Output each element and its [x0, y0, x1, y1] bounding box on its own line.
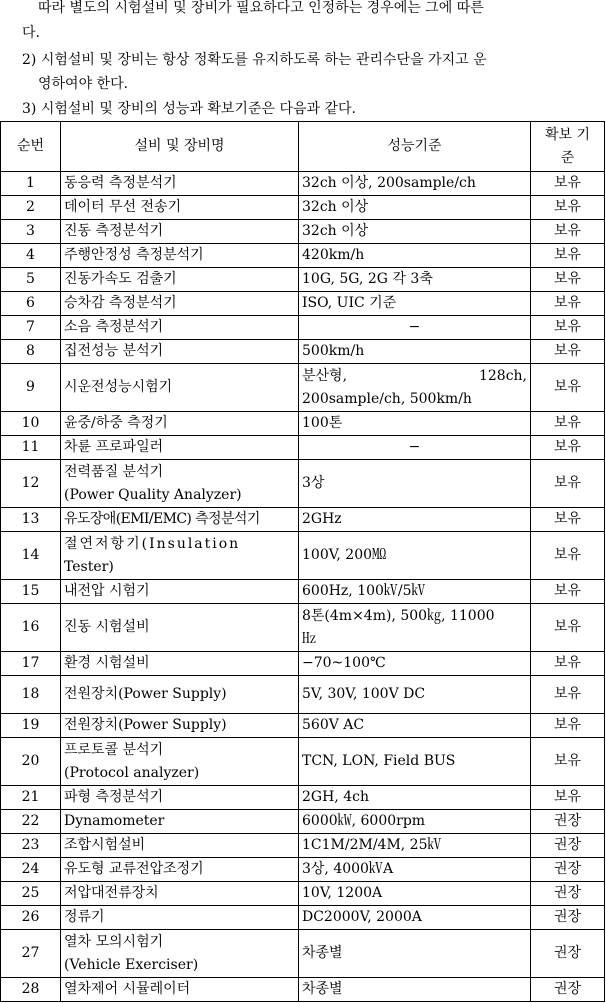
table-row: 26 정류기 DC2000V, 2000A 권장 [1, 906, 605, 930]
intro-line-1: 따라 별도의 시험설비 및 장비가 필요하다고 인정하는 경우에는 그에 따른 [38, 0, 484, 16]
table-row: 7 소음 측정분석기 − 보유 [1, 316, 605, 340]
table-row: 5 진동가속도 검출기 10G, 5G, 2G 각 3축 보유 [1, 268, 605, 292]
intro-line-1-cont: 다. [22, 25, 40, 41]
header-status: 확보 기 준 [531, 122, 605, 172]
table-row: 20 프로토콜 분석기 (Protocol analyzer) TCN, LON, Field BUS 보유 [1, 738, 605, 786]
table-row: 16 진동 시험설비 8톤(4m×4m), 500㎏, 11000 ㎐ 보유 [1, 604, 605, 652]
table-row: 27 열차 모의시험기 (Vehicle Exerciser) 차종별 권장 [1, 930, 605, 978]
table-row: 22 Dynamometer 6000㎾, 6000rpm 권장 [1, 810, 605, 834]
table-row: 15 내전압 시험기 600Hz, 100㎸/5㎸ 보유 [1, 580, 605, 604]
table-row: 19 전원장치(Power Supply) 560V AC 보유 [1, 714, 605, 738]
table-row: 13 유도장애(EMI/EMC) 측정분석기 2GHz 보유 [1, 508, 605, 532]
table-row: 24 유도형 교류전압조정기 3상, 4000㎸A 권장 [1, 858, 605, 882]
table-row: 11 차륜 프로파일러 − 보유 [1, 436, 605, 460]
table-row: 21 파형 측정분석기 2GH, 4ch 보유 [1, 786, 605, 810]
header-name: 설비 및 장비명 [61, 122, 299, 172]
table-row: 23 조합시험설비 1C1M/2M/4M, 25㎸ 권장 [1, 834, 605, 858]
table-row: 18 전원장치(Power Supply) 5V, 30V, 100V DC 보유 [1, 676, 605, 714]
table-row: 12 전력품질 분석기 (Power Quality Analyzer) 3상 보유 [1, 460, 605, 508]
intro-line-2: 2) 시험설비 및 장비는 항상 정확도를 유지하도록 하는 관리수단을 가지고 운 [22, 52, 487, 68]
table-row: 4 주행안정성 측정분석기 420km/h 보유 [1, 244, 605, 268]
table-row: 28 열차제어 시뮬레이터 차종별 권장 [1, 978, 605, 1002]
header-spec: 성능기준 [299, 122, 531, 172]
table-row: 6 승차감 측정분석기 ISO, UIC 기준 보유 [1, 292, 605, 316]
table-row: 8 집전성능 분석기 500km/h 보유 [1, 340, 605, 364]
table-row: 25 저압대전류장치 10V, 1200A 권장 [1, 882, 605, 906]
table-row: 10 윤중/하중 측정기 100톤 보유 [1, 412, 605, 436]
table-row: 2 데이터 무선 전송기 32ch 이상 보유 [1, 196, 605, 220]
table-row: 14 절연저항기(Insulation Tester) 100V, 200㏁ 보유 [1, 532, 605, 580]
table-row: 3 진동 측정분석기 32ch 이상 보유 [1, 220, 605, 244]
table-row: 9 시운전성능시험기 분산형, 128ch, 200sample/ch, 500km/h 보유 [1, 364, 605, 412]
table-row: 1 동응력 측정분석기 32ch 이상, 200sample/ch 보유 [1, 172, 605, 196]
intro-line-3: 3) 시험설비 및 장비의 성능과 확보기준은 다음과 같다. [22, 101, 356, 117]
equipment-table [0, 121, 605, 1002]
intro-line-2-cont: 영하여야 한다. [38, 76, 129, 92]
table-row: 17 환경 시험설비 −70~100℃ 보유 [1, 652, 605, 676]
header-no: 순번 [1, 122, 61, 172]
